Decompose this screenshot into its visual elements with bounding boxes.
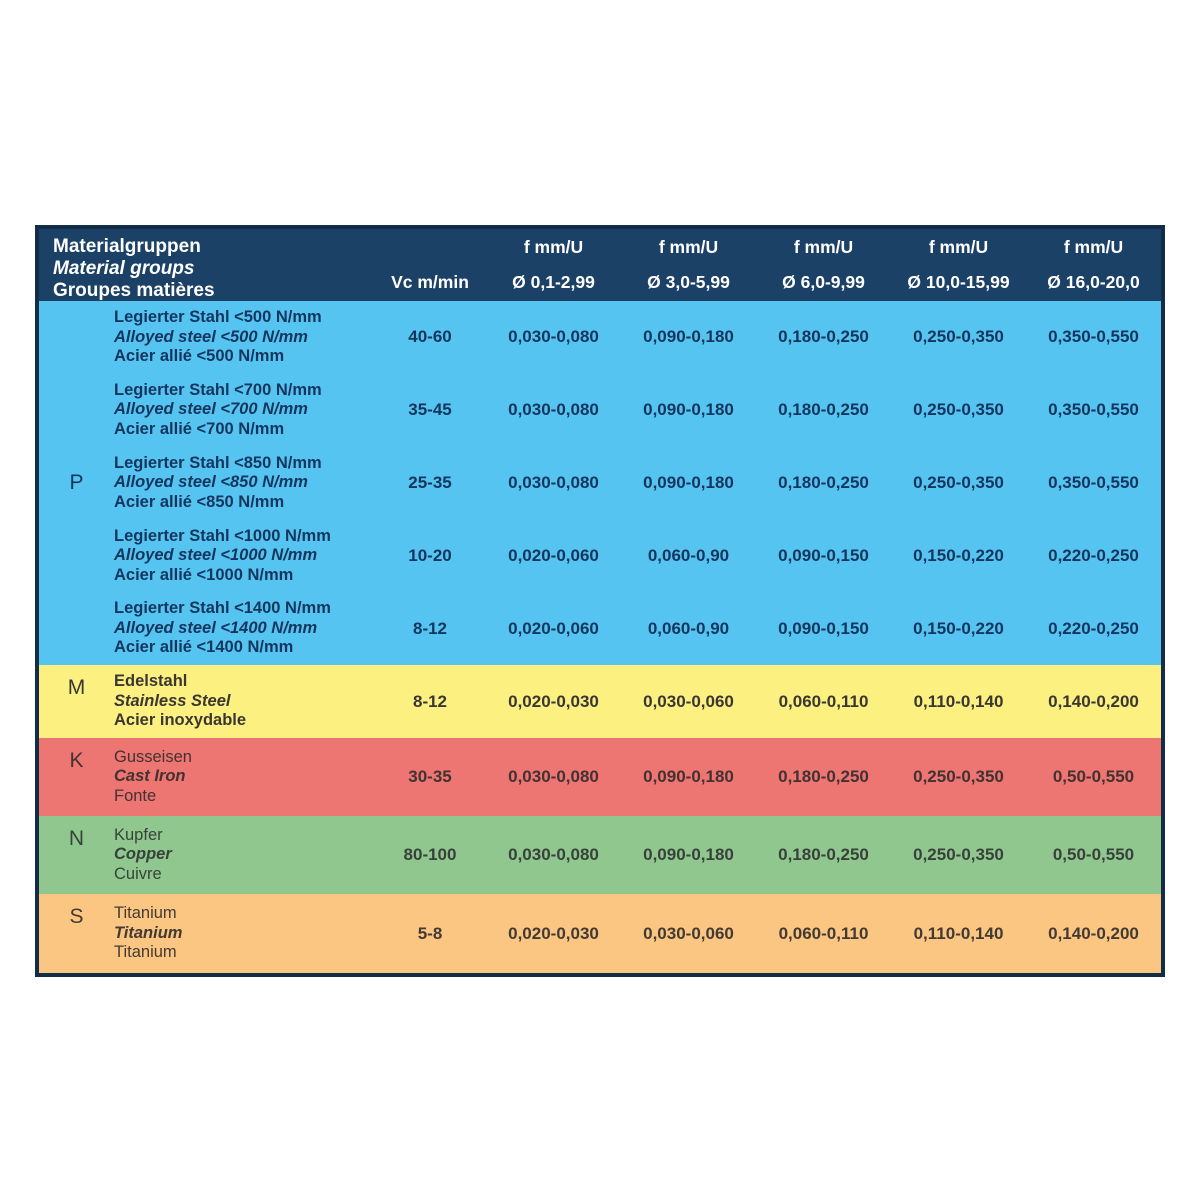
feed-value: 0,090-0,180 <box>643 767 734 786</box>
material-name-fr: Acier allié <850 N/mm <box>114 492 285 511</box>
material-name-de: Legierter Stahl <1400 N/mm <box>114 599 331 618</box>
group-letter: M <box>67 676 86 699</box>
material-name-de: Legierter Stahl <850 N/mm <box>114 453 322 472</box>
material-label <box>114 904 374 962</box>
feed-value: 0,090-0,150 <box>778 545 869 565</box>
feed-values <box>486 619 1161 639</box>
feed-value: 0,220-0,250 <box>1048 545 1139 565</box>
vc-value: 35-45 <box>408 400 452 420</box>
material-name-fr: Acier allié <1400 N/mm <box>114 638 294 657</box>
feed-value: 0,180-0,250 <box>778 845 869 864</box>
group-rows <box>114 665 1161 738</box>
material-name-en: Titanium <box>114 923 183 942</box>
feed-values <box>486 924 1161 944</box>
material-name-en: Stainless Steel <box>114 691 231 710</box>
group-letter: N <box>68 827 85 850</box>
feed-value: 0,220-0,250 <box>1048 618 1139 638</box>
feed-value: 0,090-0,180 <box>643 472 734 492</box>
feed-value: 0,090-0,180 <box>643 327 734 347</box>
table-row <box>114 665 1161 738</box>
group-letter: K <box>69 749 84 772</box>
material-name-en: Alloyed steel <700 N/mm <box>114 400 308 419</box>
feed-value: 0,180-0,250 <box>778 472 869 492</box>
feed-value: 0,030-0,060 <box>643 691 734 711</box>
material-name-de: Legierter Stahl <700 N/mm <box>114 380 322 399</box>
feed-values <box>486 845 1161 865</box>
feed-values <box>486 473 1161 493</box>
material-name-fr: Fonte <box>114 786 157 805</box>
feed-values <box>486 327 1161 347</box>
vc-value: 10-20 <box>408 545 452 565</box>
feed-values <box>486 546 1161 566</box>
feed-column-header <box>756 229 891 301</box>
material-name-fr: Titanium <box>114 943 177 962</box>
material-name-de: Kupfer <box>114 825 163 844</box>
material-name-en: Alloyed steel <1400 N/mm <box>114 618 318 637</box>
group-rows <box>114 301 1161 665</box>
feed-value: 0,250-0,350 <box>913 845 1004 864</box>
feed-value: 0,020-0,060 <box>508 618 599 638</box>
material-label <box>114 599 374 657</box>
feed-range-label: Ø 16,0-20,0 <box>1047 272 1140 292</box>
feed-value: 0,350-0,550 <box>1048 472 1139 492</box>
material-name-de: Titanium <box>114 904 177 923</box>
feed-value: 0,180-0,250 <box>778 767 869 786</box>
material-column-header <box>39 229 374 301</box>
vc-value: 5-8 <box>417 923 443 943</box>
feed-values <box>486 692 1161 712</box>
group-letter: P <box>69 471 84 494</box>
vc-value: 30-35 <box>408 767 452 786</box>
material-name-fr: Acier allié <500 N/mm <box>114 347 285 366</box>
feed-range-label: Ø 10,0-15,99 <box>907 272 1010 292</box>
feed-values <box>486 767 1161 787</box>
material-feed-table <box>35 225 1165 977</box>
feed-value: 0,090-0,180 <box>643 400 734 420</box>
feed-column-header <box>486 229 621 301</box>
material-group-S <box>39 894 1161 973</box>
feed-value: 0,110-0,140 <box>913 923 1004 943</box>
material-header-de: Materialgruppen <box>53 236 201 257</box>
feed-value: 0,140-0,200 <box>1048 923 1139 943</box>
feed-unit-label: f mm/U <box>1063 237 1124 257</box>
vc-value: 25-35 <box>408 472 452 492</box>
feed-value: 0,060-0,110 <box>778 923 869 943</box>
feed-column-header <box>621 229 756 301</box>
table-row <box>114 592 1161 665</box>
feed-value: 0,250-0,350 <box>913 472 1004 492</box>
feed-value: 0,090-0,180 <box>643 845 734 864</box>
feed-value: 0,030-0,080 <box>508 767 599 786</box>
feed-value: 0,250-0,350 <box>913 767 1004 786</box>
feed-unit-label: f mm/U <box>793 237 854 257</box>
table-header <box>39 229 1161 301</box>
table-row <box>114 894 1161 973</box>
material-label <box>114 826 374 884</box>
material-label <box>114 381 374 439</box>
feed-value: 0,110-0,140 <box>913 691 1004 711</box>
feed-value: 0,030-0,080 <box>508 845 599 864</box>
feed-value: 0,020-0,030 <box>508 923 599 943</box>
feed-value: 0,060-0,90 <box>647 618 730 638</box>
vc-column-header: Vc m/min <box>391 272 469 292</box>
feed-column-headers <box>486 229 1161 301</box>
feed-unit-label: f mm/U <box>928 237 989 257</box>
table-body <box>39 301 1161 973</box>
feed-value: 0,020-0,030 <box>508 691 599 711</box>
vc-value: 8-12 <box>412 691 448 711</box>
table-row <box>114 301 1161 374</box>
feed-value: 0,150-0,220 <box>913 545 1004 565</box>
feed-value: 0,50-0,550 <box>1052 767 1135 786</box>
vc-value: 80-100 <box>403 845 457 864</box>
material-label <box>114 308 374 366</box>
feed-range-label: Ø 0,1-2,99 <box>512 272 595 292</box>
table-row <box>114 374 1161 447</box>
material-name-en: Copper <box>114 845 172 864</box>
material-name-en: Alloyed steel <1000 N/mm <box>114 546 318 565</box>
material-name-en: Alloyed steel <850 N/mm <box>114 473 308 492</box>
feed-value: 0,250-0,350 <box>913 400 1004 420</box>
vc-value: 8-12 <box>412 618 448 638</box>
material-label <box>114 527 374 585</box>
feed-value: 0,060-0,90 <box>647 545 730 565</box>
feed-value: 0,030-0,080 <box>508 400 599 420</box>
feed-column-header <box>1026 229 1161 301</box>
group-rows <box>114 894 1161 973</box>
material-header-fr: Groupes matières <box>53 279 215 301</box>
feed-unit-label: f mm/U <box>658 237 719 257</box>
material-label <box>114 454 374 512</box>
material-name-fr: Acier allié <1000 N/mm <box>114 565 294 584</box>
feed-value: 0,180-0,250 <box>778 400 869 420</box>
material-name-de: Edelstahl <box>114 672 188 691</box>
feed-value: 0,350-0,550 <box>1048 400 1139 420</box>
feed-value: 0,060-0,110 <box>778 691 869 711</box>
material-label <box>114 672 374 730</box>
table-row <box>114 816 1161 894</box>
group-letter: S <box>69 905 84 928</box>
material-group-M <box>39 665 1161 738</box>
feed-value: 0,020-0,060 <box>508 545 599 565</box>
material-name-de: Legierter Stahl <500 N/mm <box>114 308 322 327</box>
material-name-en: Alloyed steel <500 N/mm <box>114 327 308 346</box>
material-name-de: Legierter Stahl <1000 N/mm <box>114 526 331 545</box>
feed-values <box>486 400 1161 420</box>
feed-value: 0,030-0,060 <box>643 923 734 943</box>
material-group-K <box>39 738 1161 816</box>
group-rows <box>114 816 1161 894</box>
feed-value: 0,150-0,220 <box>913 618 1004 638</box>
table-row <box>114 519 1161 592</box>
material-name-fr: Acier allié <700 N/mm <box>114 419 285 438</box>
material-label <box>114 748 374 806</box>
feed-value: 0,140-0,200 <box>1048 691 1139 711</box>
feed-column-header <box>891 229 1026 301</box>
feed-range-label: Ø 3,0-5,99 <box>647 272 730 292</box>
table-row <box>114 447 1161 520</box>
group-rows <box>114 738 1161 816</box>
table-row <box>114 738 1161 816</box>
material-group-P <box>39 301 1161 665</box>
material-header-en: Material groups <box>53 257 195 279</box>
material-name-en: Cast Iron <box>114 767 186 786</box>
material-group-N <box>39 816 1161 894</box>
material-name-fr: Acier inoxydable <box>114 711 247 730</box>
feed-range-label: Ø 6,0-9,99 <box>782 272 865 292</box>
feed-value: 0,030-0,080 <box>508 472 599 492</box>
feed-value: 0,350-0,550 <box>1048 327 1139 347</box>
feed-value: 0,090-0,150 <box>778 618 869 638</box>
feed-unit-label: f mm/U <box>523 237 584 257</box>
feed-value: 0,180-0,250 <box>778 327 869 347</box>
vc-value: 40-60 <box>408 327 452 347</box>
material-name-fr: Cuivre <box>114 864 162 883</box>
feed-value: 0,50-0,550 <box>1052 845 1135 864</box>
material-name-de: Gusseisen <box>114 747 192 766</box>
feed-value: 0,250-0,350 <box>913 327 1004 347</box>
feed-value: 0,030-0,080 <box>508 327 599 347</box>
